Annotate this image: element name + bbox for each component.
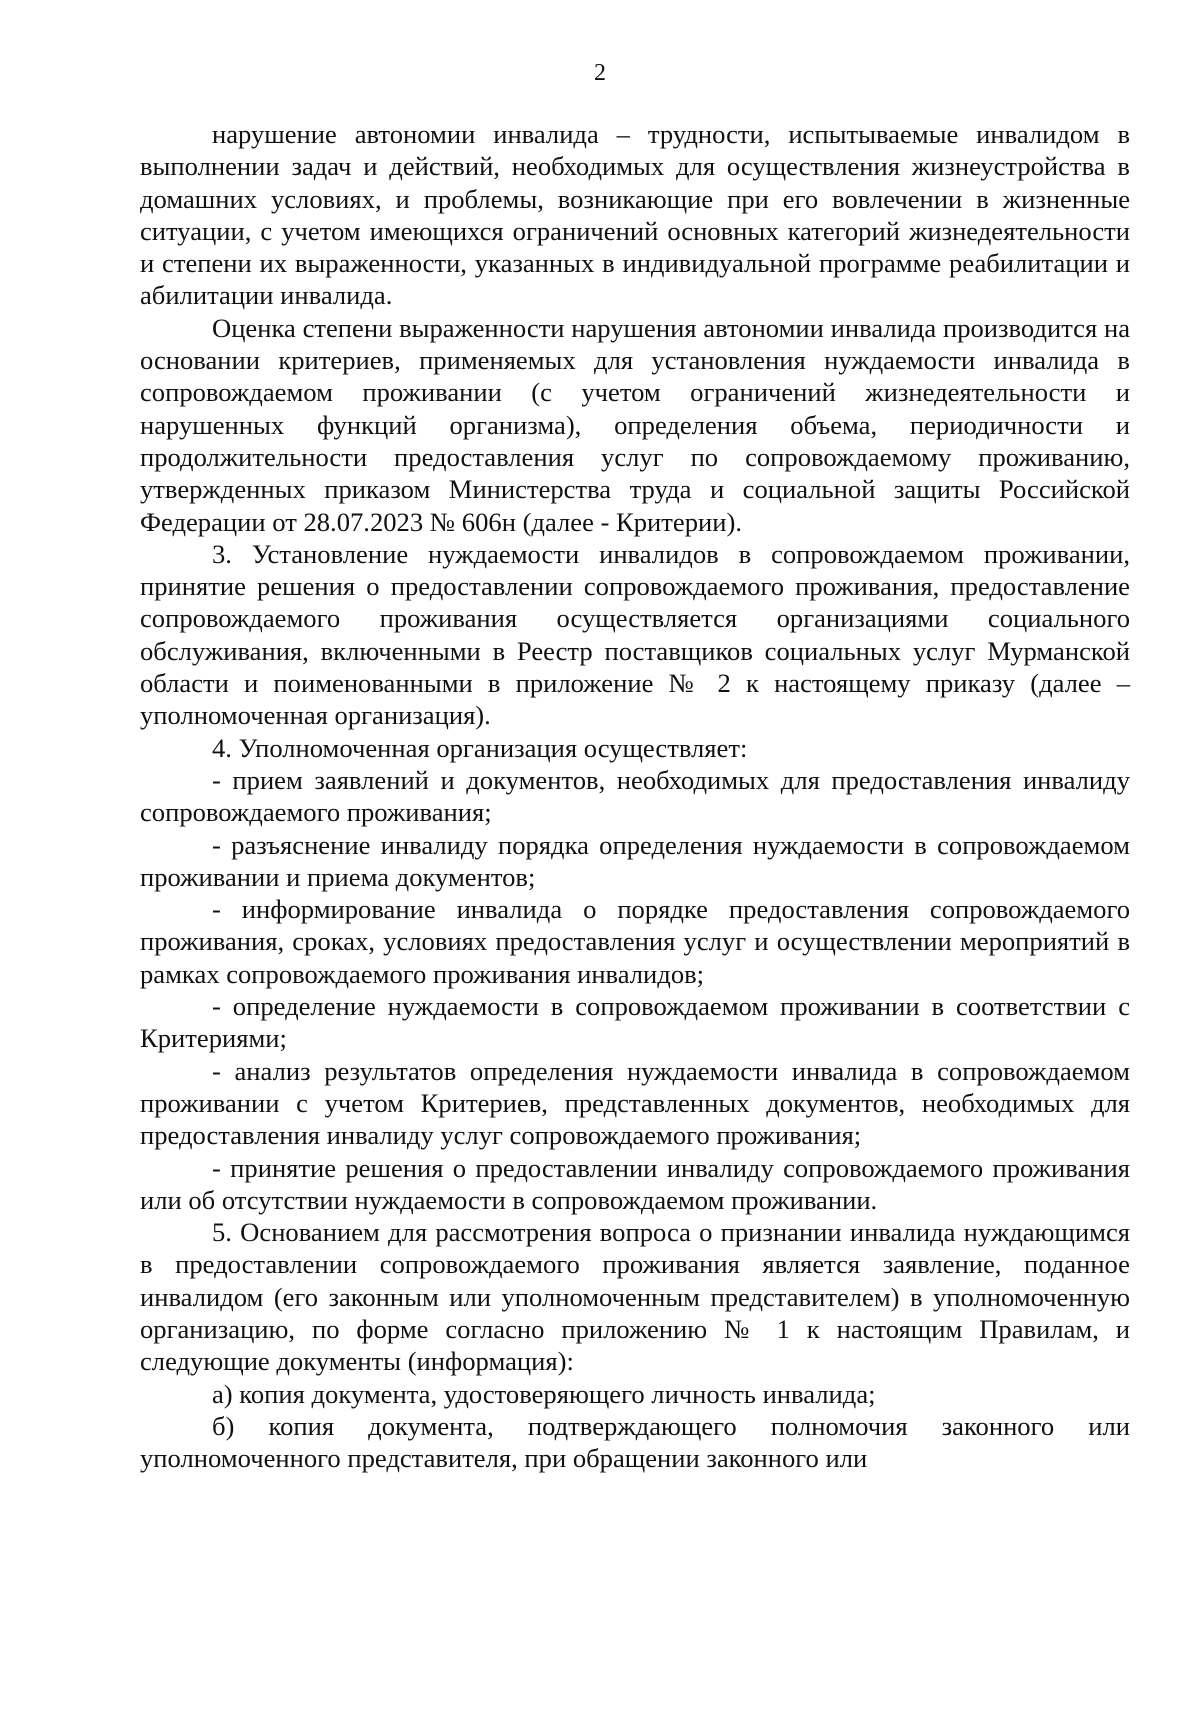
list-item-analysis: - анализ результатов определения нуждаемости инвалида в сопровождаемом проживании с учетом Критериев, представленных документов, необходимых для предоставления инвалиду услуг сопровождаемого проживания; [140,1055,1130,1151]
list-item-explanation: - разъяснение инвалиду порядка определения нуждаемости в сопровождаемом проживании и приема документов; [140,829,1130,892]
list-item-b: б) копия документа, подтверждающего полномочия законного или уполномоченного представителя, при обращении законного или [140,1410,1130,1474]
list-item-a: а) копия документа, удостоверяющего личность инвалида; [212,1378,876,1409]
document-body [140,118,1130,1474]
paragraph-item-5: 5. Основанием для рассмотрения вопроса о признании инвалида нуждающимся в предоставлении сопровождаемого проживания является заявление, поданное инвалидом (его законным или уполномоченным представителем) в уполномоченную организацию, по форме согласно приложению № 1 к настоящим Правилам, и следующие документы (информация): [140,1217,1130,1377]
paragraph-item-3: 3. Установление нуждаемости инвалидов в сопровождаемом проживании, принятие решения о предоставлении сопровождаемого проживания, предоставление сопровождаемого проживания осуществляется организациями социального обслуживания, включенными в Реестр поставщиков социальных услуг Мурманской области и поименованными в приложение № 2 к настоящему приказу (далее – уполномоченная организация). [140,538,1130,731]
paragraph-assessment: Оценка степени выраженности нарушения автономии инвалида производится на основании критериев, применяемых для установления нуждаемости инвалида в сопровождаемом проживании (с учетом ограничений жизнедеятельности и нарушенных функций организма), определения объема, периодичности и продолжительности предоставления услуг по сопровождаемому проживанию, утвержденных приказом Министерства труда и социальной защиты Российской Федерации от 28.07.2023 № 606н (далее - Критерии). [140,312,1130,537]
list-item-applications: - прием заявлений и документов, необходимых для предоставления инвалиду сопровождаемого проживания; [140,764,1130,828]
paragraph-autonomy-definition: нарушение автономии инвалида – трудности, испытываемые инвалидом в выполнении задач и действий, необходимых для осуществления жизнеустройства в домашних условиях, и проблемы, возникающие при его вовлечении в жизненные ситуации, с учетом имеющихся ограничений основных категорий жизнедеятельности и степени их выраженности, указанных в индивидуальной программе реабилитации и абилитации инвалида. [140,119,1130,311]
page-number: 2 [594,60,606,86]
list-item-determination: - определение нуждаемости в сопровождаемом проживании в соответствии с Критериями; [140,991,1130,1054]
list-item-decision: - принятие решения о предоставлении инвалиду сопровождаемого проживания или об отсутствии нуждаемости в сопровождаемом проживании. [140,1152,1130,1215]
list-item-informing: - информирование инвалида о порядке предоставления сопровождаемого проживания, сроках, условиях предоставления услуг и осуществлении мероприятий в рамках сопровождаемого проживания инвалидов; [140,894,1130,989]
paragraph-item-4: 4. Уполномоченная организация осуществляет: [212,732,748,763]
